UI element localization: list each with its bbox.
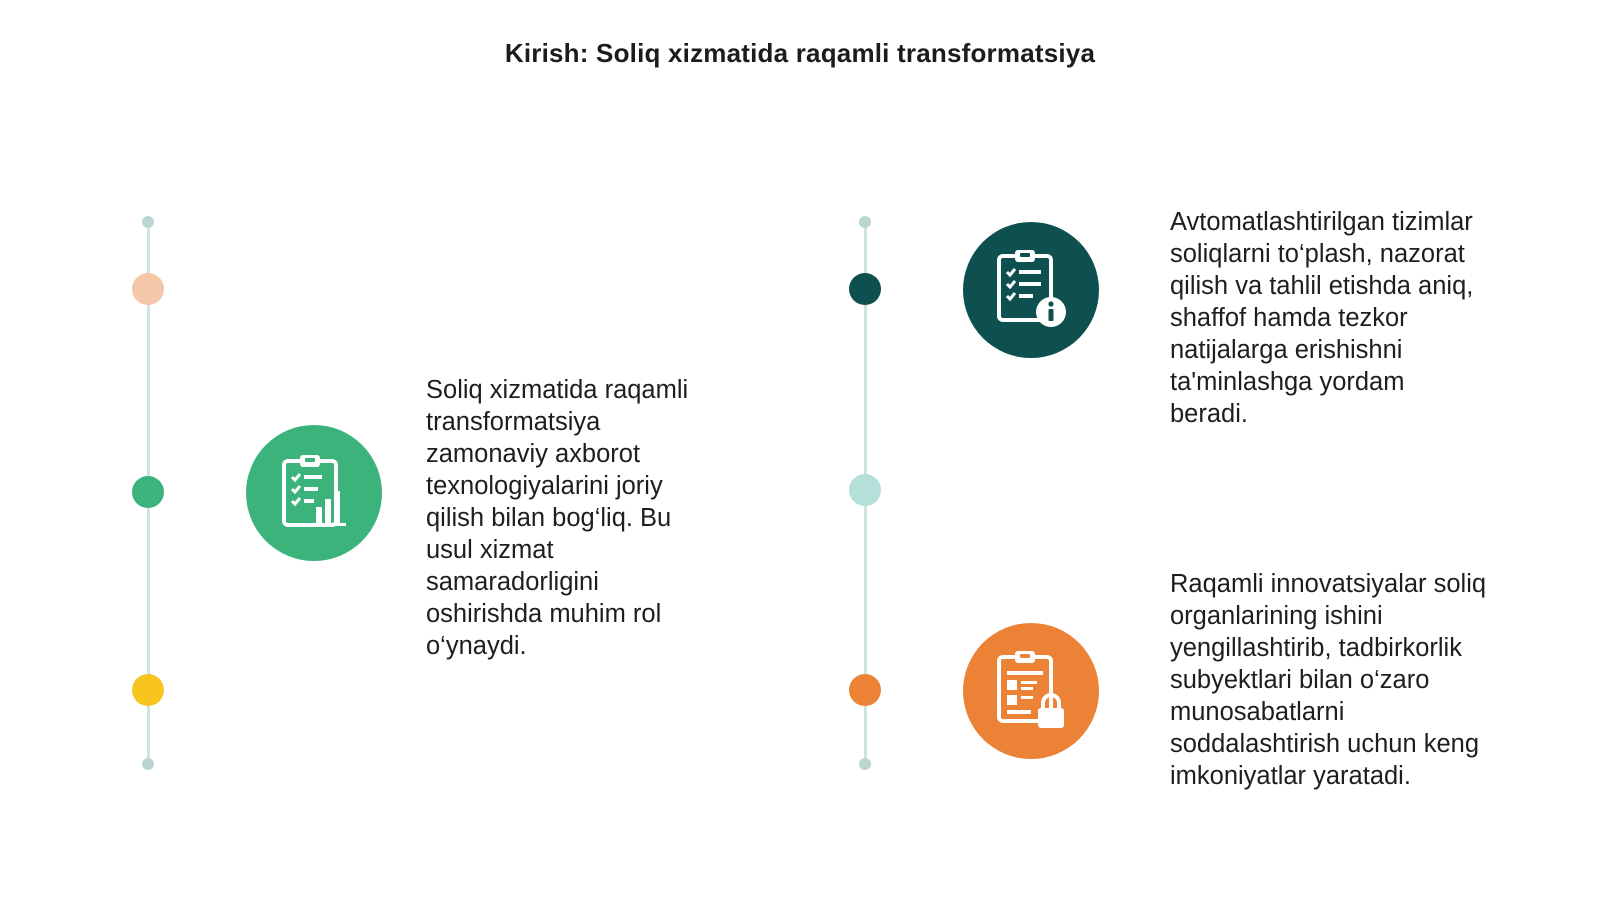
left-timeline-end-dot xyxy=(142,758,154,770)
left-timeline-node-yellow xyxy=(132,674,164,706)
left-timeline-node-green xyxy=(132,476,164,508)
clipboard-lock-icon xyxy=(963,623,1099,759)
right-timeline-node-orange xyxy=(849,674,881,706)
left-timeline-node-peach xyxy=(132,273,164,305)
clipboard-chart-icon xyxy=(246,425,382,561)
clipboard-info-icon xyxy=(963,222,1099,358)
right-timeline-end-dot xyxy=(859,758,871,770)
right-item-1-text: Avtomatlashtirilgan tizimlar soliqlarni to‘plash, nazorat qilish va tahlil etishda aniq, shaffof hamda tezkor natijalarga erishishni ta'minlashga yordam beradi. xyxy=(1170,208,1474,428)
page-title: Kirish: Soliq xizmatida raqamli transformatsiya xyxy=(504,38,1096,68)
left-timeline-start-dot xyxy=(142,216,154,228)
right-timeline-node-teal-dark xyxy=(849,273,881,305)
right-timeline-start-dot xyxy=(859,216,871,228)
left-item-text: Soliq xizmatida raqamli transformatsiya zamonaviy axborot texnologiyalarini joriy qilish bilan bog‘liq. Bu usul xizmat samaradorligini oshirishda muhim rol o‘ynaydi. xyxy=(426,376,689,660)
right-timeline-node-teal-light xyxy=(849,474,881,506)
right-item-2-text: Raqamli innovatsiyalar soliq organlarining ishini yengillashtirib, tadbirkorlik subyektlari bilan o‘zaro munosabatlarni soddalashtirish uchun keng imkoniyatlar yaratadi. xyxy=(1170,570,1487,790)
